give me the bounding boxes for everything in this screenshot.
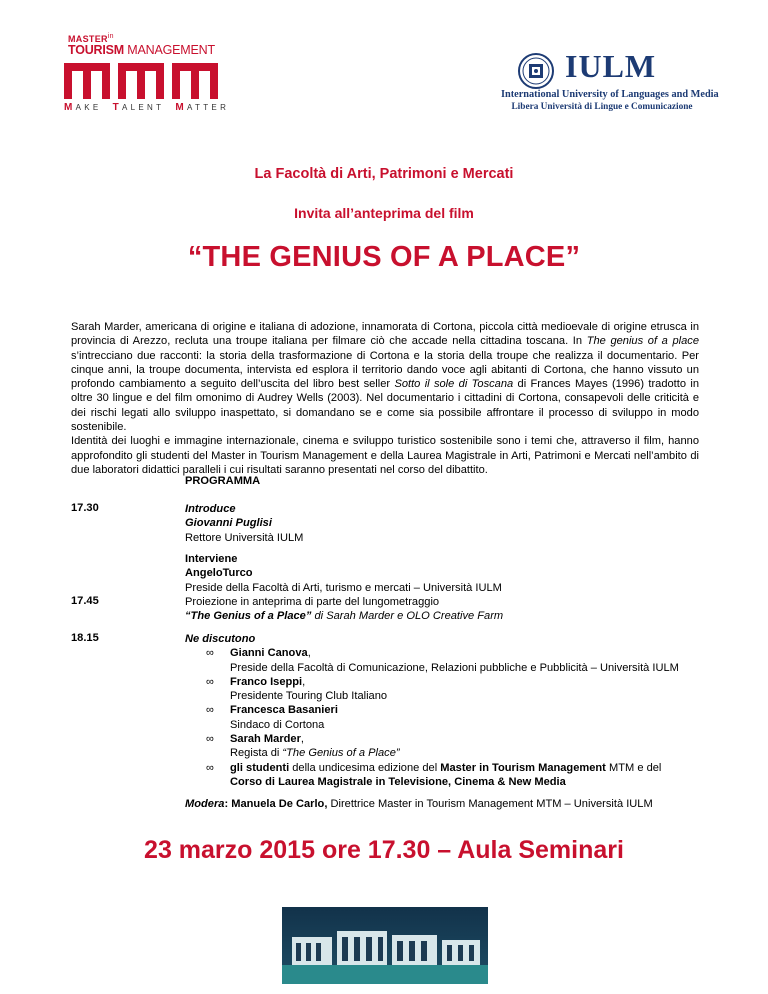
time-17-30: 17.30 — [71, 502, 99, 514]
list-item: ∞ Franco Iseppi, Presidente Touring Club Italiano — [206, 675, 388, 703]
infinity-bullet-icon: ∞ — [206, 647, 214, 660]
iulm-subtitle-en: International University of Languages and Media — [501, 89, 719, 100]
moderator-line: Modera: Manuela De Carlo, Direttrice Master in Tourism Management MTM – Università IULM — [185, 798, 653, 810]
mtm-master-text: MASTER — [68, 34, 108, 44]
session-17-30: Introduce Giovanni Puglisi Rettore Università IULM — [185, 503, 304, 544]
infinity-bullet-icon: ∞ — [206, 733, 214, 746]
time-17-45: 17.45 — [71, 595, 99, 607]
mtm-logo-mark — [64, 63, 218, 99]
iulm-name: IULM — [565, 48, 657, 84]
infinity-bullet-icon: ∞ — [206, 704, 214, 717]
description-paragraph-2: Identità dei luoghi e immagine internazionale, cinema e sviluppo turistico sostenibile sono i temi che, attraverso il film, hanno approfondito gli studenti del Master in Tourism Management e della Laurea Magistrale in Arti, Patrimoni e Mercati nell’ambito di due laboratori didattici paralleli i cui risultati saranno presentati nel corso del dibattito. — [71, 435, 699, 476]
list-item: ∞ gli studenti della undicesima edizione del Master in Tourism Management MTM e del Corso di Laurea Magistrale in Televisione, Cinema & New Media — [206, 761, 662, 788]
film-title: “THE GENIUS OF A PLACE” — [187, 241, 581, 273]
mtm-tagline: MAKE TALENT MATTER — [64, 102, 230, 113]
session-interviene: Interviene AngeloTurco Preside della Facoltà di Arti, turismo e mercati – Università IULM — [185, 553, 502, 594]
list-item: ∞ Francesca Basanieri Sindaco di Cortona — [206, 704, 338, 731]
mtm-tourism-text: TOURISM — [68, 43, 125, 57]
invite-heading: Invita all’anteprima del film — [294, 205, 474, 221]
iulm-subtitle-it: Libera Università di Lingue e Comunicazione — [511, 102, 693, 112]
event-date: 23 marzo 2015 ore 17.30 – Aula Seminari — [144, 836, 624, 864]
session-17-45: Proiezione in anteprima di parte del lungometraggio “The Genius of a Place” di Sarah Marder e OLO Creative Farm — [185, 596, 504, 623]
infinity-bullet-icon: ∞ — [206, 675, 214, 688]
list-item: ∞ Gianni Canova, Preside della Facoltà di Comunicazione, Relazioni pubbliche e Pubblicità – Università IULM — [206, 647, 679, 674]
time-18-15: 18.15 — [71, 632, 99, 644]
faculty-heading: La Facoltà di Arti, Patrimoni e Mercati — [254, 166, 514, 182]
description-paragraph-1: Sarah Marder, americana di origine e italiana di adozione, innamorata di Cortona, piccola città medioevale di origine etrusca in provincia di Arezzo, recluta una troupe italiana per filmare ciò che accade nella cittadina toscana. In The genius of a place s’intrecciano due racconti: la storia della trasformazione di Cortona e la storia della troupe che realizza il documentario. Per cinque anni, la troupe documenta, intervista ed esplora il territorio dando voce agli abitanti di Cortona, che hanno vissuto un profondo cambiamento a seguito dell’uscita del libro best seller Sotto il sole di Toscana di Frances Mayes (1996) tradotto in oltre 30 lingue e del film omonimo di Audrey Wells (2003). Nel documentario i cittadini di Cortona, consapevoli delle criticità e dei rischi legati allo sviluppo inaspettato, si domandano se e come sia possibile affrontare il processo di sviluppo in modo sostenibile. — [71, 321, 699, 434]
session-18-15: Ne discutono ∞ Gianni Canova, Preside della Facoltà di Comunicazione, Relazioni pubbliche e Pubblicità – Università IULM ∞ Franco Iseppi, Presidente Touring Club Italiano ∞ Francesca Basanieri Sindaco di Cortona ∞ Sarah Marder, Regista di “The Genius of a Place” ∞ gli studenti della undicesima edizione del Master in Tourism Management MTM e del Corso di Laurea Magistrale in Televisione, Cinema & New Media — [185, 632, 699, 789]
list-item: ∞ Sarah Marder, Regista di “The Genius of a Place” — [206, 733, 400, 760]
mtm-logo-text — [68, 33, 215, 57]
infinity-bullet-icon: ∞ — [206, 761, 214, 774]
mtm-in-text: in — [107, 33, 114, 40]
description — [71, 320, 699, 477]
building-image — [282, 907, 488, 984]
iulm-seal-icon — [518, 53, 554, 89]
mtm-management-text: MANAGEMENT — [127, 43, 215, 57]
speakers-list — [185, 646, 699, 789]
programma-heading: PROGRAMMA — [185, 475, 261, 487]
